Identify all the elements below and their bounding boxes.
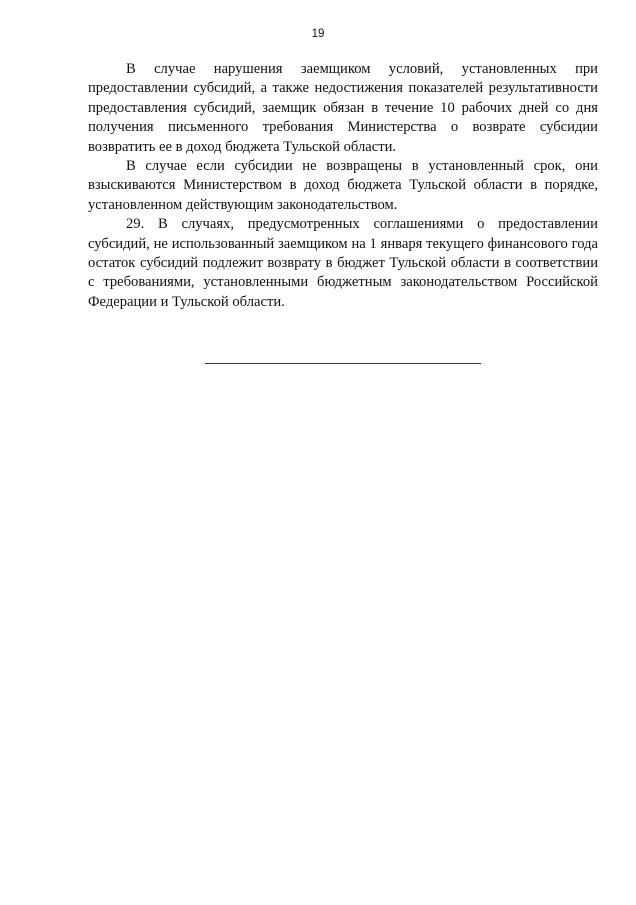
end-of-text-divider — [205, 363, 481, 364]
page-number: 19 — [311, 28, 325, 40]
paragraph-unused-balance: 29. В случаях, предусмотренных соглашениями о предоставлении субсидий, не использованный заемщиком на 1 января текущего финансового года остаток субсидий подлежит возврату в бюджет Тульской области в соответствии с требованиями, установленными бюджетным законодательством Российской Федерации и Тульской области. — [88, 216, 598, 310]
paragraph-violation-refund: В случае нарушения заемщиком условий, установленных при предоставлении субсидий, а также недостижения показателей результативности предоставления субсидий, заемщик обязан в течение 10 рабочих дней со дня получения письменного требования Министерства о возврате субсидии возвратить ее в доход бюджета Тульской области. — [88, 61, 598, 155]
document-body — [88, 60, 598, 312]
paragraph-recovery: В случае если субсидии не возвращены в установленный срок, они взыскиваются Министерством в доход бюджета Тульской области в порядке, установленном действующим законодательством. — [88, 158, 598, 213]
